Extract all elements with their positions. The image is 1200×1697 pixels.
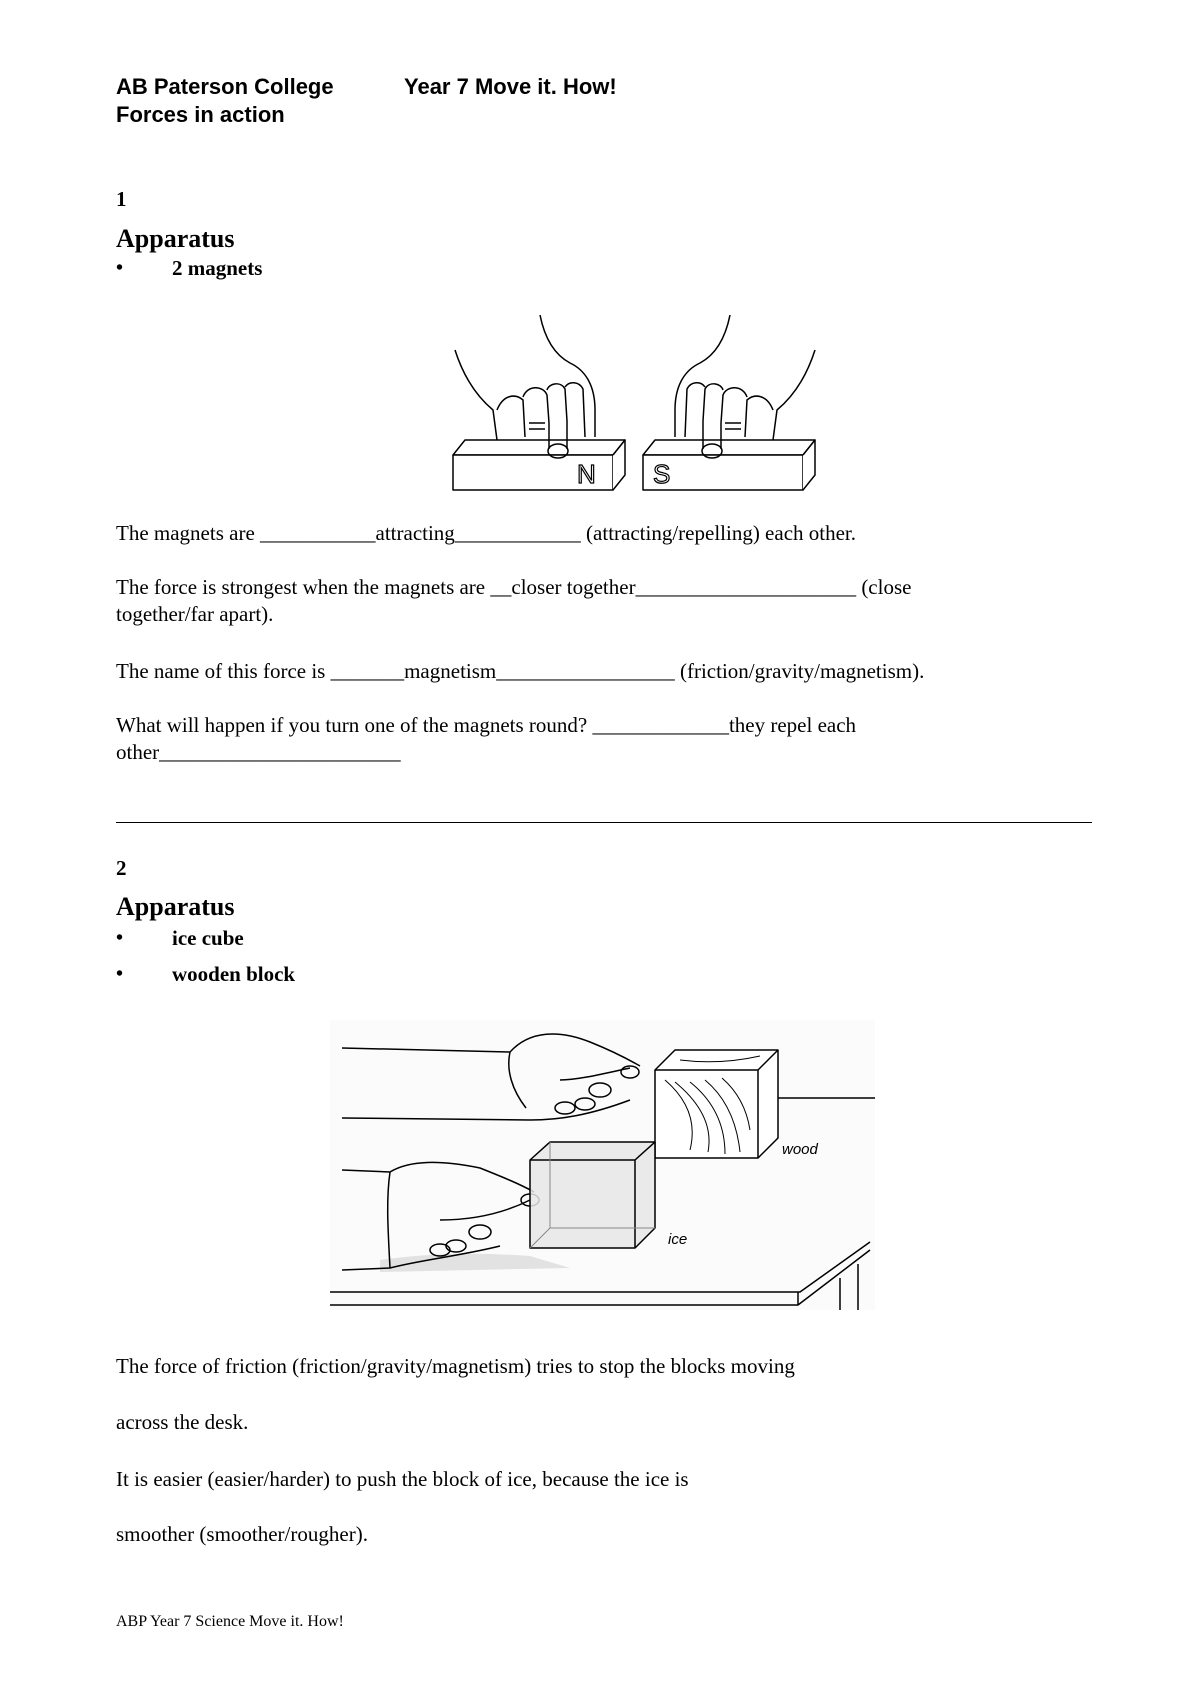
- section-divider: [116, 822, 1092, 823]
- question-1-strength-a: The force is strongest when the magnets are __closer together_____________________ (close: [116, 575, 912, 599]
- question-1-turn-a: What will happen if you turn one of the magnets round? _____________they repel each: [116, 713, 857, 737]
- question-1-force-name: The name of this force is _______magnetism_________________ (friction/gravity/magnetism).: [116, 659, 925, 683]
- section-1-number: 1: [116, 187, 127, 211]
- question-2-smoother: smoother (smoother/rougher).: [116, 1522, 368, 1546]
- bullet: •: [116, 257, 124, 279]
- question-2-easier: It is easier (easier/harder) to push the block of ice, because the ice is: [116, 1467, 689, 1491]
- section-2-number: 2: [116, 856, 127, 880]
- question-1-turn-b: other_______________________: [116, 740, 401, 764]
- school-name: AB Paterson College: [116, 74, 334, 99]
- north-pole-label: N: [577, 459, 596, 489]
- bullet: •: [116, 963, 124, 985]
- south-pole-label: S: [653, 459, 671, 489]
- question-2-friction: The force of friction (friction/gravity/magnetism) tries to stop the blocks moving: [116, 1354, 795, 1378]
- magnets-illustration: [445, 315, 825, 495]
- question-1-strength-b: together/far apart).: [116, 602, 274, 626]
- apparatus-item-ice-cube: ice cube: [172, 926, 244, 950]
- section-2-apparatus-heading: Apparatus: [116, 892, 235, 921]
- apparatus-item-magnets: 2 magnets: [172, 256, 263, 280]
- unit-title: Year 7 Move it. How!: [404, 74, 617, 99]
- topic-title: Forces in action: [116, 102, 285, 127]
- page-footer: ABP Year 7 Science Move it. How!: [116, 1613, 344, 1630]
- apparatus-item-wooden-block: wooden block: [172, 962, 296, 986]
- bullet: •: [116, 927, 124, 949]
- section-1-apparatus-heading: Apparatus: [116, 224, 235, 253]
- question-2-desk: across the desk.: [116, 1410, 249, 1434]
- question-1-attracting: The magnets are ___________attracting____________ (attracting/repelling) each other.: [116, 521, 857, 545]
- wood-label: wood: [782, 1141, 818, 1158]
- friction-blocks-illustration: [330, 1020, 875, 1310]
- ice-label: ice: [668, 1231, 688, 1248]
